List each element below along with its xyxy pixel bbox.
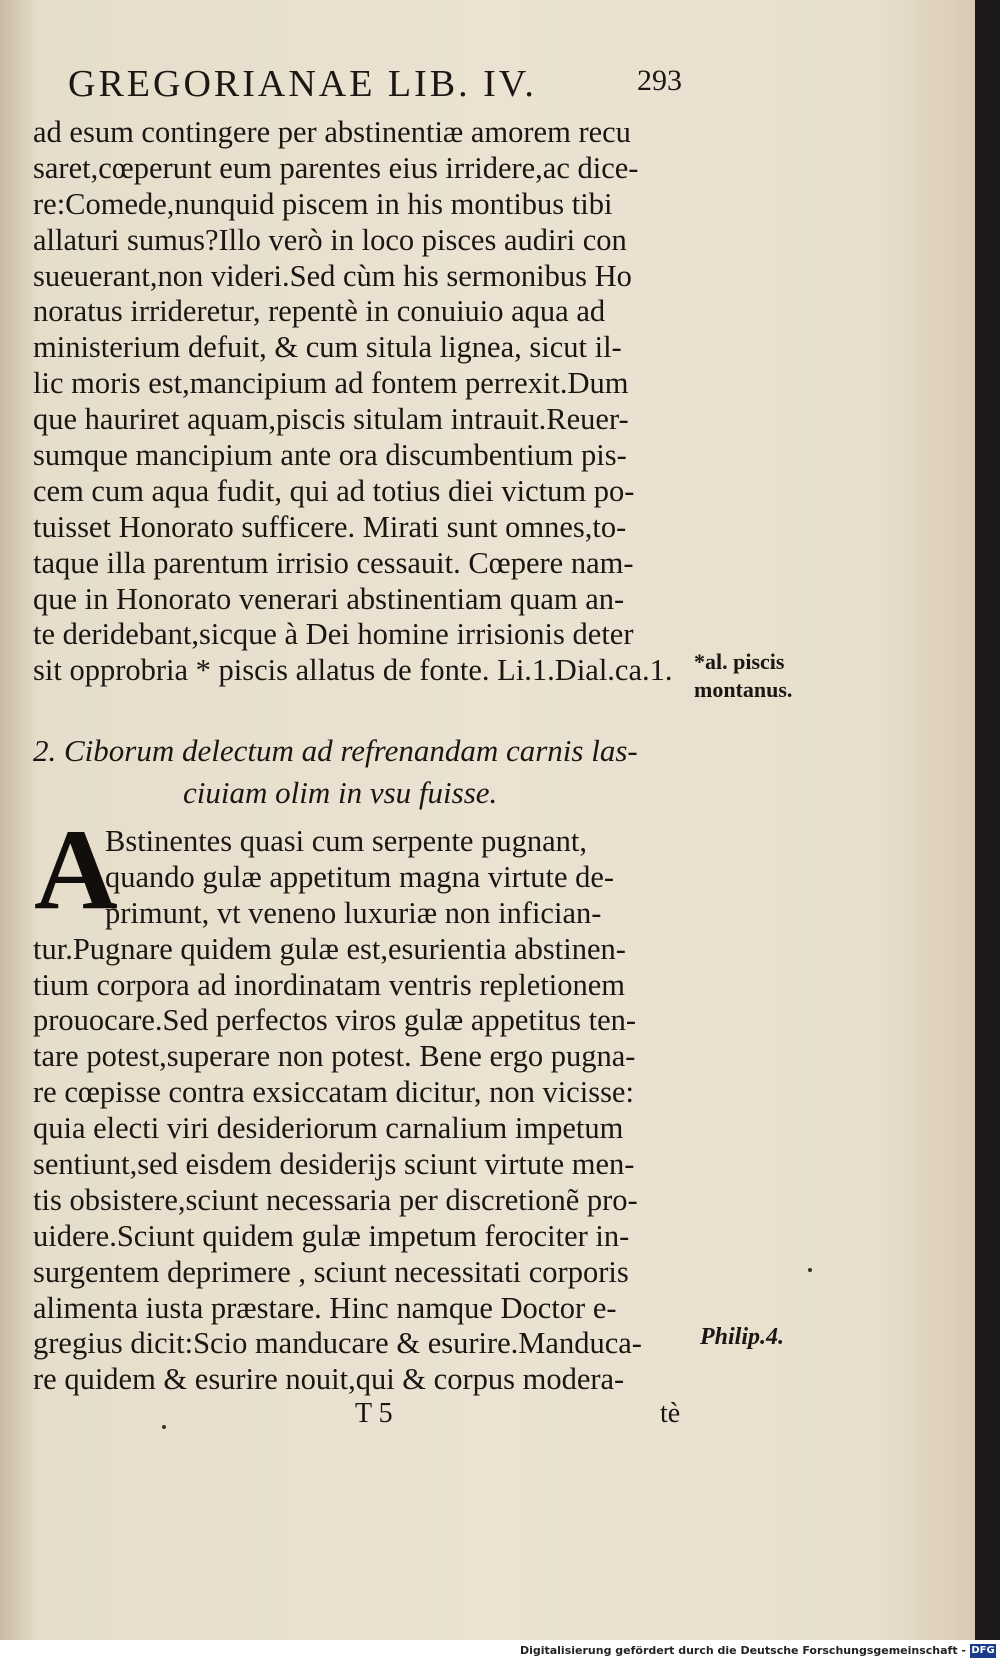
funding-credit: Digitalisierung gefördert durch die Deutsche Forschungsgemeinschaft -: [519, 1644, 966, 1657]
text-line: que hauriret aquam,piscis situlam intrauit.Reuer-: [33, 402, 629, 437]
text-line: tium corpora ad inordinatam ventris repletionem: [33, 967, 626, 1002]
text-line: sueuerant,non videri.Sed cùm his sermonibus Ho: [33, 258, 632, 293]
section-heading: [33, 730, 693, 814]
dfg-logo: DFG: [971, 1645, 995, 1656]
text-line: que in Honorato venerari abstinentiam quam an-: [33, 581, 625, 616]
text-line: quia electi viri desideriorum carnalium impetum: [33, 1111, 624, 1146]
text-line: tis obsistere,sciunt necessaria per discretionẽ pro-: [33, 1182, 638, 1217]
text-line: lic moris est,mancipium ad fontem perrexit.Dum: [33, 366, 629, 401]
text-line: gregius dicit:Scio manducare & esurire.Manduca-: [33, 1326, 642, 1361]
text-line: surgentem deprimere , sciunt necessitati corporis: [33, 1254, 629, 1289]
footer-bar: [0, 1640, 1000, 1661]
text-line: re cœpisse contra exsiccatam dicitur, non vicisse:: [33, 1075, 634, 1110]
text-line: cem cum aqua fudit, qui ad totius diei victum po-: [33, 473, 635, 508]
text-line: te deridebant,sicque à Dei homine irrisionis deter: [33, 617, 634, 652]
margin-note-line: montanus.: [694, 677, 793, 702]
text-line: re quidem & esurire nouit,qui & corpus modera-: [33, 1362, 625, 1397]
text-line: primunt, vt veneno luxuriæ non infician-: [105, 895, 602, 930]
text-line: tuisset Honorato sufficere. Mirati sunt omnes,to-: [33, 509, 627, 544]
text-line: allaturi sumus?Illo verò in loco pisces audiri con: [33, 222, 627, 257]
ink-speck: [162, 1425, 166, 1429]
text-block-2: [33, 824, 693, 1398]
text-line: ad esum contingere per abstinentiæ amorem recu: [33, 115, 631, 149]
page-number: 293: [637, 64, 682, 97]
text-line: uidere.Sciunt quidem gulæ impetum ferociter in-: [33, 1218, 630, 1253]
text-line: re:Comede,nunquid piscem in his montibus tibi: [33, 186, 613, 221]
heading-line: ciuiam olim in vsu fuisse.: [183, 775, 498, 810]
text-block-1: [33, 115, 693, 689]
text-line: sit opprobria * piscis allatus de fonte. Li.1.Dial.ca.1.: [33, 653, 673, 688]
text-line: ministerium defuit, & cum situla lignea, sicut il-: [33, 330, 622, 365]
text-line: tur.Pugnare quidem gulæ est,esurientia abstinen-: [33, 931, 626, 966]
ink-speck: [808, 1268, 812, 1272]
text-line: Bstinentes quasi cum serpente pugnant,: [105, 824, 587, 858]
margin-note-reference: Philip.4.: [700, 1324, 785, 1350]
catchword: tè: [660, 1398, 681, 1429]
text-line: saret,cœperunt eum parentes eius irridere,ac dice-: [33, 150, 639, 185]
text-line: noratus irrideretur, repentè in conuiuio aqua ad: [33, 294, 606, 329]
text-line: prouocare.Sed perfectos viros gulæ appetitus ten-: [33, 1003, 637, 1038]
heading-line: 2. Ciborum delectum ad refrenandam carnis las-: [33, 733, 638, 768]
drop-capital: A: [34, 806, 118, 934]
text-line: alimenta iusta præstare. Hinc namque Doctor e-: [33, 1290, 617, 1325]
margin-note-variant: [694, 648, 792, 704]
running-head: GREGORIANAE LIB. IV.: [68, 63, 537, 105]
text-line: sumque mancipium ante ora discumbentium pis-: [33, 438, 627, 473]
text-line: tare potest,superare non potest. Bene ergo pugna-: [33, 1039, 636, 1074]
text-line: quando gulæ appetitum magna virtute de-: [105, 859, 615, 894]
text-line: sentiunt,sed eisdem desiderijs sciunt virtute men-: [33, 1147, 635, 1182]
book-spine-edge: [975, 0, 1000, 1661]
margin-note-line: *al. piscis: [694, 649, 785, 674]
signature-mark: T 5: [355, 1398, 393, 1429]
text-line: taque illa parentum irrisio cessauit. Cœpere nam-: [33, 545, 634, 580]
